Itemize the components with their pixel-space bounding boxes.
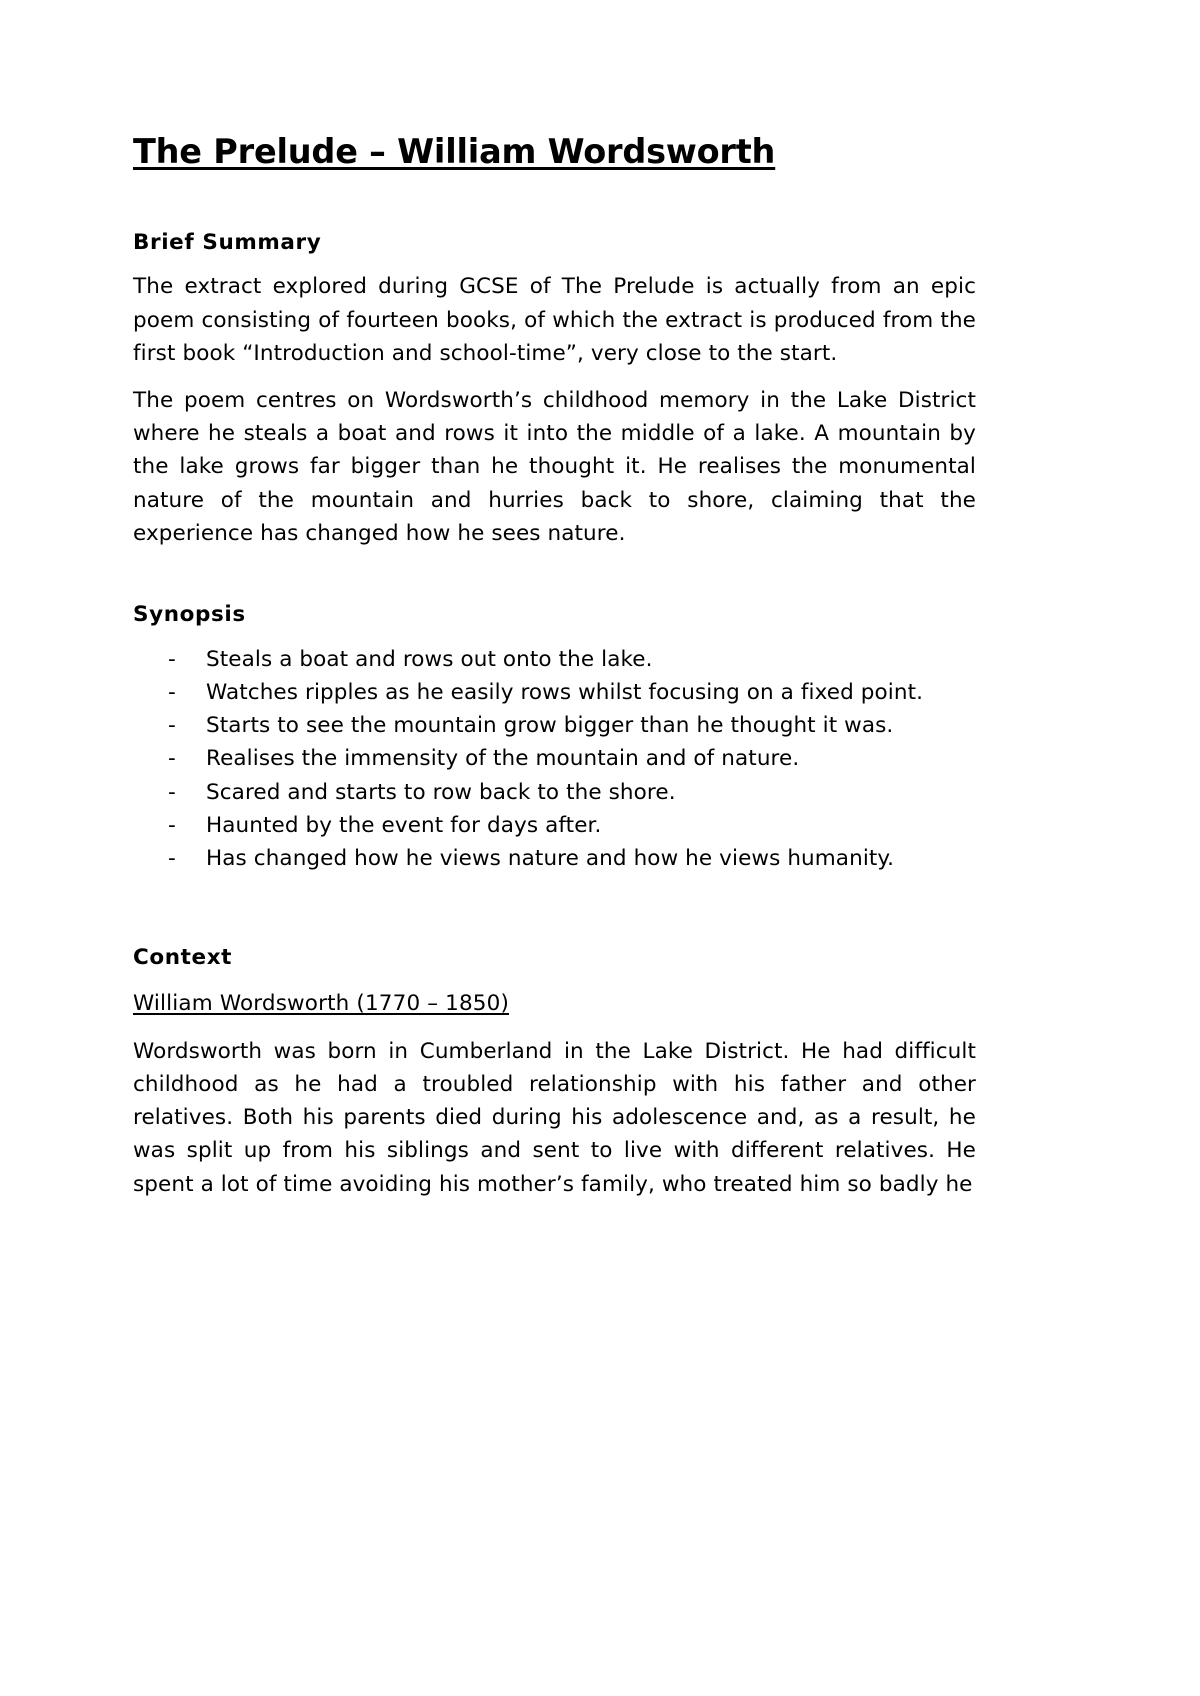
section-heading-context: Context	[133, 945, 233, 971]
subheading-william-wordsworth-dates: William Wordsworth (1770 – 1850)	[133, 990, 509, 1016]
list-item	[133, 643, 976, 676]
spacer	[133, 875, 976, 945]
list-item	[133, 842, 976, 875]
bullet-dash-marker: -	[168, 646, 176, 672]
section-heading-brief-summary: Brief Summary	[133, 229, 322, 255]
spacer	[133, 550, 976, 602]
list-item-label: Has changed how he views nature and how he views humanity.	[206, 845, 895, 871]
spacer	[133, 1017, 976, 1035]
list-item	[133, 809, 976, 842]
list-item-label: Watches ripples as he easily rows whilst focusing on a fixed point.	[206, 679, 924, 705]
bullet-dash-marker: -	[168, 713, 176, 739]
spacer	[133, 628, 976, 643]
list-item-label: Starts to see the mountain grow bigger than he thought it was.	[206, 713, 894, 739]
spacer	[133, 370, 976, 384]
list-item	[133, 709, 976, 742]
spacer	[133, 172, 976, 230]
list-item-label: Realises the immensity of the mountain and of nature.	[206, 746, 800, 772]
document-content	[133, 0, 976, 1201]
synopsis-list	[133, 643, 976, 875]
bullet-dash-marker: -	[168, 679, 176, 705]
list-item-label: Haunted by the event for days after.	[206, 812, 602, 838]
brief-summary-paragraph-1: The extract explored during GCSE of The Prelude is actually from an epic poem consisting of fourteen books, of which the extract is produced from the first book “Introduction and school-time”, very close to the start.	[133, 274, 976, 366]
list-item-label: Scared and starts to row back to the shore.	[206, 779, 676, 805]
section-heading-synopsis: Synopsis	[133, 601, 246, 627]
list-item	[133, 742, 976, 775]
page-title: The Prelude – William Wordsworth	[133, 132, 776, 171]
brief-summary-paragraph-2: The poem centres on Wordsworth’s childhood memory in the Lake District where he steals a boat and rows it into the middle of a lake. A mountain by the lake grows far bigger than he thought it. He realises the monumental nature of the mountain and hurries back to shore, claiming that the experience has changed how he sees nature.	[133, 387, 976, 546]
context-paragraph-1: Wordsworth was born in Cumberland in the Lake District. He had difficult childhood as he had a troubled relationship with his father and other relatives. Both his parents died during his adolescence and, as a result, he was split up from his siblings and sent to live with different relatives. He spent a lot of time avoiding his mother’s family, who treated him so badly he	[133, 1038, 976, 1197]
bullet-dash-marker: -	[168, 746, 176, 772]
bullet-dash-marker: -	[168, 812, 176, 838]
spacer	[133, 971, 976, 991]
spacer	[133, 255, 976, 270]
list-item	[133, 676, 976, 709]
bullet-dash-marker: -	[168, 779, 176, 805]
list-item-label: Steals a boat and rows out onto the lake.	[206, 646, 653, 672]
list-item	[133, 776, 976, 809]
bullet-dash-marker: -	[168, 845, 176, 871]
